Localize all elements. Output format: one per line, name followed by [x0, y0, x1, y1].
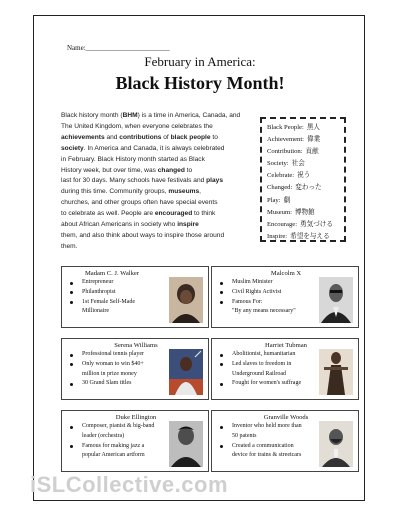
vocab-row — [267, 158, 339, 170]
intro-text: to — [184, 166, 193, 174]
fact-item: Millionaire — [82, 308, 109, 315]
fact-item: Abolitionist, humanitarian — [218, 350, 301, 360]
intro-line — [61, 111, 283, 122]
portrait-photo-harriet-tubman — [319, 349, 353, 395]
vocab-term: Play: — [267, 196, 281, 204]
intro-line — [61, 155, 283, 166]
vocabulary-box — [260, 117, 346, 242]
fact-item: Professional tennis player — [68, 350, 144, 360]
intro-text: them, and also think about ways to inspire those around — [61, 231, 225, 239]
fact-item: Famous for making jazz a — [68, 442, 154, 452]
vocab-translation: 貢献 — [305, 148, 319, 156]
intro-text: and — [104, 133, 120, 141]
card-name: Granville Woods — [263, 414, 309, 421]
vocab-translation: 偉業 — [306, 136, 321, 144]
keyword: plays — [206, 177, 224, 185]
intro-line — [61, 133, 283, 144]
portrait-photo-walker — [169, 277, 203, 323]
card-facts — [68, 422, 154, 461]
vocab-term: Contribution: — [267, 148, 303, 156]
intro-line — [61, 122, 283, 133]
fact-item: "By any means necessary" — [232, 308, 296, 315]
vocab-term: Encourage: — [267, 220, 298, 228]
name-field-label: Name:________________________ — [67, 44, 170, 52]
vocab-row — [267, 146, 339, 158]
portrait-photo-granville-woods — [319, 421, 353, 467]
fact-item: popular American artform — [82, 452, 145, 459]
card-duke-ellington — [61, 410, 209, 472]
card-name: Malcolm X — [270, 270, 302, 277]
fact-item: Fought for women's suffrage — [218, 379, 301, 389]
keyword: society — [61, 144, 84, 152]
fact-item: Created a communication — [218, 442, 302, 452]
portrait-photo-duke-ellington — [169, 421, 203, 467]
portrait-photo-malcolm-x — [319, 277, 353, 323]
fact-item: Civil Rights Activist — [218, 288, 296, 298]
intro-line — [61, 220, 283, 231]
intro-text: churches, and other groups often have special events — [61, 199, 218, 207]
vocab-row — [267, 170, 339, 182]
intro-text: them. — [61, 242, 78, 250]
vocab-term: Changed: — [267, 184, 293, 192]
card-name: Harriet Tubman — [265, 342, 307, 349]
card-name: Duke Ellington — [115, 414, 157, 421]
intro-text: last for 30 days. Many schools have festivals and — [61, 177, 207, 185]
intro-text: to think — [192, 210, 216, 218]
title-line-1: February in America: — [144, 54, 256, 69]
card-harriet-tubman — [211, 338, 359, 400]
intro-text: about African Americans in society who — [61, 221, 178, 229]
vocab-row — [267, 122, 339, 134]
keyword: black people — [170, 133, 211, 141]
fact-item: million in prize money — [82, 370, 137, 377]
vocab-translation: 博物館 — [294, 208, 315, 216]
vocab-term: Celebrate: — [267, 172, 295, 180]
fact-item: 50 patents — [232, 432, 257, 439]
vocab-row — [267, 207, 339, 219]
vocab-term: Achievement: — [267, 136, 304, 144]
intro-text: in February. Black History month started as Black — [61, 155, 205, 163]
watermark: iSLCollective.com — [30, 472, 229, 497]
card-facts — [68, 350, 144, 389]
fact-item: Entrepreneur — [68, 278, 135, 288]
vocab-row — [267, 231, 339, 243]
intro-text: to — [210, 133, 218, 141]
fact-item: Composer, pianist & big-band — [68, 422, 154, 432]
card-madam-cj-walker — [61, 266, 209, 328]
intro-paragraph — [61, 111, 283, 253]
fact-item: Led slaves to freedom in — [218, 360, 301, 370]
intro-text: during this time. Community groups, — [61, 188, 169, 196]
intro-line — [61, 187, 283, 198]
vocab-row — [267, 219, 339, 231]
vocab-translation: 劇 — [283, 196, 291, 204]
fact-item: Only woman to win $40+ — [68, 360, 144, 370]
card-name: Madam C. J. Walker — [84, 270, 140, 277]
vocab-translation: 変わった — [295, 184, 322, 192]
vocab-term: Black People: — [267, 124, 304, 131]
intro-text: The United Kingdom, when everyone celebrates the — [61, 122, 213, 130]
vocab-term: Society: — [267, 160, 289, 168]
intro-text: ) is a time in America, Canada, and — [137, 112, 241, 119]
fact-item: Underground Railroad — [232, 370, 287, 377]
fact-item: 1st Female Self-Made — [68, 298, 135, 308]
card-name: Serena Williams — [114, 342, 158, 349]
keyword: inspire — [177, 221, 199, 229]
intro-line — [61, 176, 283, 187]
card-malcolm-x — [211, 266, 359, 328]
fact-item: Philanthropist — [68, 288, 135, 298]
intro-text: , — [199, 188, 202, 196]
fact-item: device for trains & streetcars — [232, 452, 302, 459]
intro-text: . In America and Canada, it is always celebrated — [83, 144, 225, 152]
card-serena-williams — [61, 338, 209, 400]
intro-text: to celebrate as well. People are — [61, 210, 155, 218]
intro-text: of — [161, 133, 171, 141]
intro-line — [61, 209, 283, 220]
keyword: museums — [168, 188, 200, 196]
vocab-row — [267, 134, 339, 146]
fact-item: 30 Grand Slam titles — [68, 379, 144, 389]
vocab-translation: 祝う — [297, 172, 311, 180]
vocab-translation: 希望を与える — [290, 232, 330, 240]
card-facts — [218, 350, 301, 389]
card-facts — [218, 278, 296, 317]
portrait-photo-serena-williams — [169, 349, 203, 395]
intro-line — [61, 198, 283, 209]
keyword: BHM — [122, 112, 138, 119]
keyword: achievements — [61, 133, 105, 141]
card-facts — [68, 278, 135, 317]
intro-line — [61, 242, 283, 253]
intro-line — [61, 144, 283, 155]
intro-line — [61, 231, 283, 242]
intro-text: Black history month ( — [61, 112, 123, 119]
fact-item: leader (orchestra) — [82, 432, 125, 439]
page-title: Black History Month! — [115, 73, 285, 93]
vocab-row — [267, 195, 339, 207]
keyword: contributions — [119, 133, 162, 141]
keyword: changed — [157, 166, 185, 174]
vocab-translation: 勇気づける — [300, 220, 333, 228]
vocab-term: Inspire: — [267, 232, 288, 240]
vocab-translation: 黒人 — [306, 124, 320, 131]
fact-item: Inventor who held more than — [218, 422, 302, 432]
keyword: encouraged — [154, 210, 193, 218]
intro-line — [61, 166, 283, 177]
card-granville-woods — [211, 410, 359, 472]
fact-item: Muslim Minister — [218, 278, 296, 288]
intro-text: History week, but over time, was — [61, 166, 158, 174]
vocab-term: Museum: — [267, 208, 292, 216]
vocab-translation: 社会 — [291, 160, 305, 168]
vocab-row — [267, 182, 339, 194]
fact-item: Famous For: — [218, 298, 296, 308]
card-facts — [218, 422, 302, 461]
